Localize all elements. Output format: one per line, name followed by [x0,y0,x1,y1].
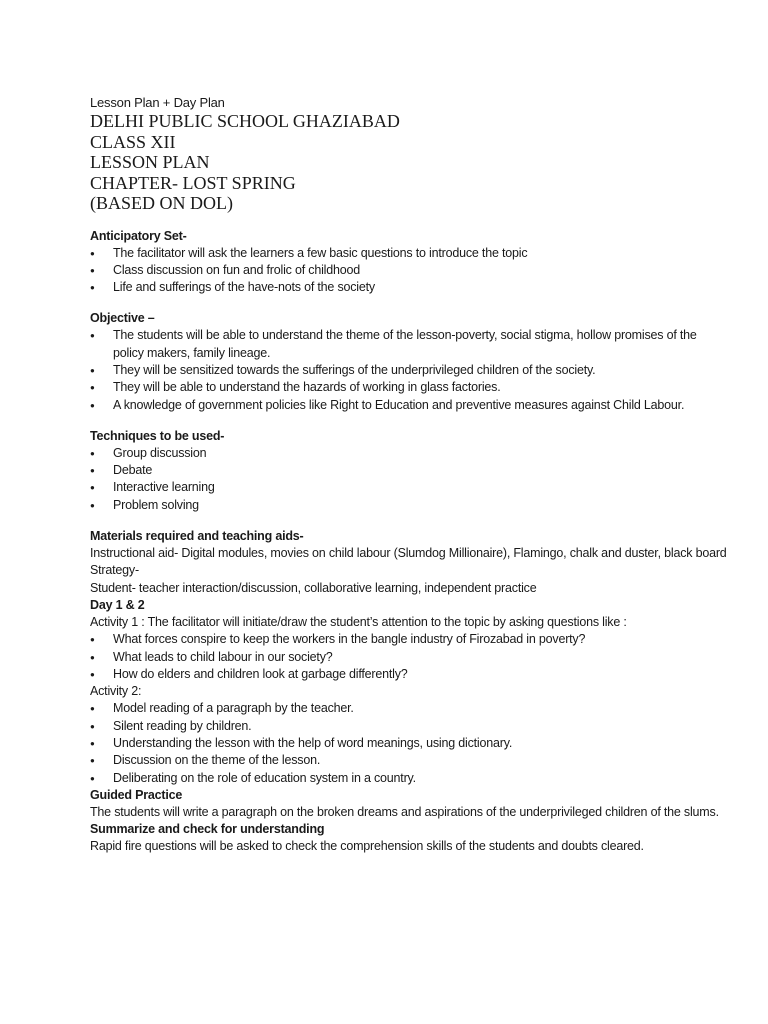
basis-note: (BASED ON DOL) [90,193,233,213]
day-heading: Day 1 & 2 [90,597,145,612]
activity1-text: Activity 1 : The facilitator will initiate/draw the student’s attention to the topic by asking questions like : [90,614,627,629]
list-item: ● Group discussion [90,445,730,462]
guided-practice-text: The students will write a paragraph on the broken dreams and aspirations of the underprivileged children of the slums. [90,804,719,819]
list-item: ● They will be sensitized towards the sufferings of the underprivileged children of the society. [90,362,730,379]
list-item: ● They will be able to understand the hazards of working in glass factories. [90,379,730,396]
list-item: ● Model reading of a paragraph by the teacher. [90,700,730,717]
list-item: ● Deliberating on the role of education system in a country. [90,770,730,787]
list-item: ● Interactive learning [90,479,730,496]
techniques-list [90,445,730,514]
list-item: ● Discussion on the theme of the lesson. [90,752,730,769]
list-item: ● A knowledge of government policies like Right to Education and preventive measures against Child Labour. [90,397,730,414]
list-item: ● The students will be able to understand the theme of the lesson-poverty, social stigma, hollow promises of the policy makers, family lineage. [90,327,730,362]
document-label: Lesson Plan + Day Plan [90,95,225,110]
list-item: ● Silent reading by children. [90,718,730,735]
objective-list [90,327,730,413]
plan-title: LESSON PLAN [90,152,210,172]
list-item: ● Debate [90,462,730,479]
list-item: ● What forces conspire to keep the workers in the bangle industry of Firozabad in poverty? [90,631,730,648]
chapter-title: CHAPTER- LOST SPRING [90,172,296,193]
instructional-aid-text: Instructional aid- Digital modules, movies on child labour (Slumdog Millionaire), Flamingo, chalk and duster, black board [90,546,727,561]
list-item: ● Problem solving [90,497,730,514]
list-item: ● Class discussion on fun and frolic of childhood [90,262,730,279]
summary-text: Rapid fire questions will be asked to check the comprehension skills of the students and doubts cleared. [90,839,644,854]
strategy-text: Student- teacher interaction/discussion, collaborative learning, independent practice [90,580,537,595]
materials-heading: Materials required and teaching aids- [90,529,304,544]
activity2-text: Activity 2: [90,684,142,699]
list-item: ● Understanding the lesson with the help of word meanings, using dictionary. [90,735,730,752]
list-item: ● How do elders and children look at garbage differently? [90,666,730,683]
guided-practice-heading: Guided Practice [90,787,183,802]
list-item: ● The facilitator will ask the learners a few basic questions to introduce the topic [90,245,730,262]
list-item: ● Life and sufferings of the have-nots of the society [90,279,730,296]
activity2-list [90,700,730,786]
strategy-label: Strategy- [90,563,139,578]
document-header [90,111,730,214]
school-name: DELHI PUBLIC SCHOOL GHAZIABAD [90,111,400,131]
class-name: CLASS XII [90,131,176,152]
list-item: ● What leads to child labour in our society? [90,649,730,666]
objective-heading: Objective – [90,311,155,326]
summary-heading: Summarize and check for understanding [90,822,325,837]
techniques-heading: Techniques to be used- [90,428,225,443]
anticipatory-list [90,245,730,297]
activity1-list [90,631,730,683]
document-content [90,94,730,856]
anticipatory-heading: Anticipatory Set- [90,228,187,243]
